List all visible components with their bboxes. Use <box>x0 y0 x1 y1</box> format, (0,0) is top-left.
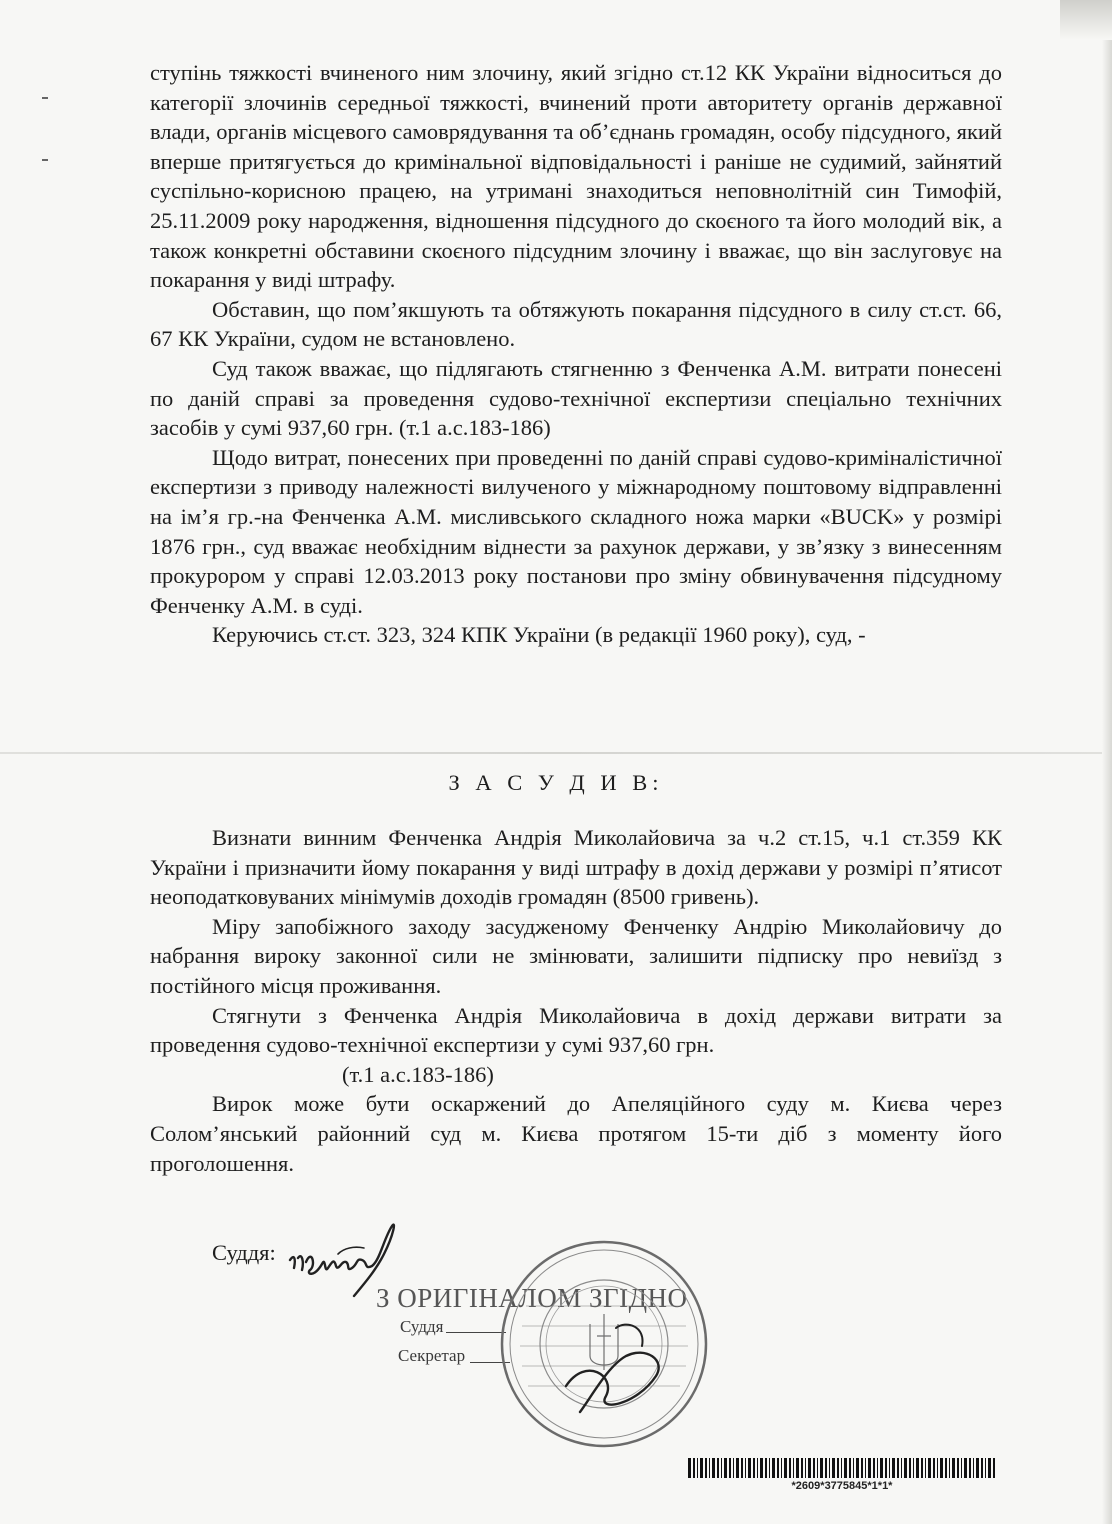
verdict-heading: З А С У Д И В: <box>448 770 664 795</box>
margin-mark <box>42 97 48 99</box>
paragraph: Вирок може бути оскаржений до Апеляційного суду м. Києва через Солом’янський районний суд м. Києва протягом 15-ти діб з моменту його проголошення. <box>150 1091 1002 1176</box>
paragraph: Визнати винним Фенченка Андрія Миколайовича за ч.2 ст.15, ч.1 ст.359 КК України і призначити йому покарання у виді штрафу в дохід держави у розмірі п’ятисот неоподатковуваних мінімумів доходів громадян (8500 гривень). <box>150 825 1002 910</box>
judge-label: Суддя: <box>212 1240 276 1265</box>
paragraph: Міру запобіжного заходу засудженому Фенченку Андрію Миколайовичу до набрання вироку законної сили не змінювати, залишити підписку про невиїзд з постійного місця проживання. <box>150 913 1002 998</box>
margin-mark <box>42 159 48 161</box>
case-reference: (т.1 а.с.183-186) <box>342 1061 494 1087</box>
paragraph: ступінь тяжкості вчиненого ним злочину, який згідно ст.12 КК України відноситься до категорії злочинів середньої тяжкості, вчинений проти авторитету органів державної влади, органів місцевого самоврядування та об’єднань громадян, особу підсудного, який вперше притягується до кримінальної відповідальності і раніше не судимий, зайнятий суспільно-корисною працею, на утримані знаходиться неповнолітній син Тимофій, 25.11.2009 року народження, відношення підсудного до скоєного та його молодий вік, а також конкретні обставини скоєного підсудним злочину і вважає, що він заслуговує на покарання у виді штрафу. <box>150 60 1002 293</box>
verdict-text <box>150 823 1002 1178</box>
page-edge-shadow <box>1102 0 1112 1524</box>
page-corner-shadow <box>1060 0 1112 40</box>
court-seal <box>496 1236 712 1452</box>
stamp-secretary-label: Секретар <box>398 1346 466 1365</box>
paragraph: Щодо витрат, понесених при проведенні по даній справі судово-криміналістичної експертизи з приводу належності вилученого у міжнародному поштовому відправленні на ім’я гр.-на Фенченка А.М. мисливського складного ножа марки «BUCK» у розмірі 1876 грн., суд вважає необхідним віднести за рахунок держави, у зв’язку з винесенням прокурором у справі 12.03.2013 року постанови про зміну обвинувачення підсудному Фенченку А.М. в суді. <box>150 444 1002 618</box>
barcode-number: *2609*3775845*1*1* <box>791 1480 893 1492</box>
stamp-certified-copy: З ОРИГІНАЛОМ ЗГІДНО <box>376 1283 688 1313</box>
paragraph: Стягнути з Фенченка Андрія Миколайовича в дохід держави витрати за проведення судово-технічної експертизи у сумі 937,60 грн. <box>150 1002 1002 1058</box>
body-text-top <box>150 58 1002 650</box>
paragraph: Керуючись ст.ст. 323, 324 КПК України (в редакції 1960 року), суд, - <box>212 622 866 648</box>
barcode <box>688 1458 996 1478</box>
stamp-judge-label: Суддя <box>400 1317 444 1336</box>
paragraph: Обставин, що пом’якшують та обтяжують покарання підсудного в силу ст.ст. 66, 67 КК України, судом не встановлено. <box>150 296 1002 352</box>
paper-fold-line <box>0 752 1112 754</box>
paragraph: Суд також вважає, що підлягають стягненню з Фенченка А.М. витрати понесені по даній справі за проведення судово-технічної експертизи спеціально технічних засобів у сумі 937,60 грн. (т.1 а.с.183-186) <box>150 355 1002 441</box>
